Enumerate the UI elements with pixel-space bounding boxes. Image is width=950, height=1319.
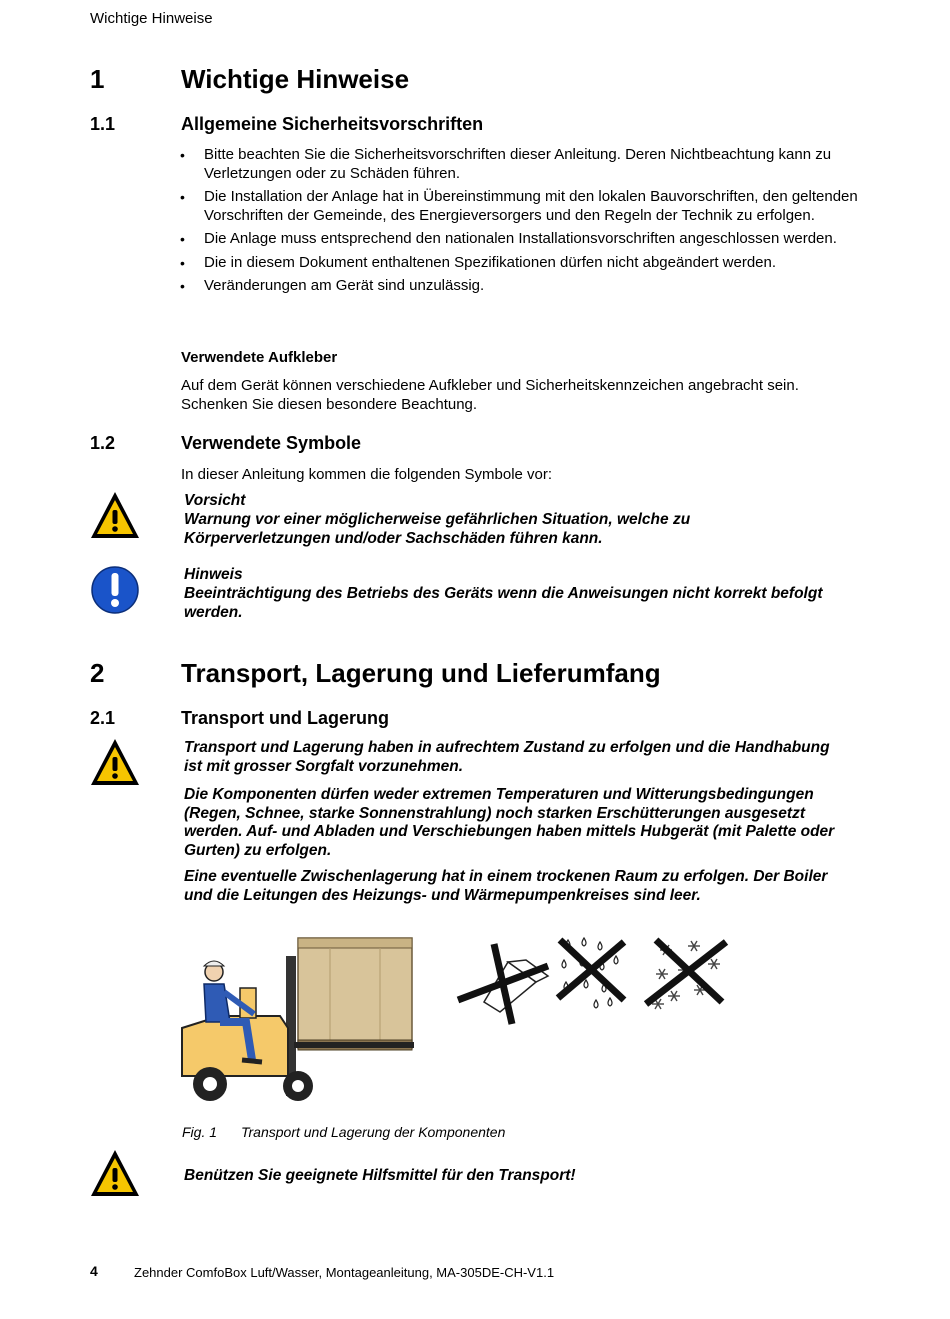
caution-title: Vorsicht <box>184 492 246 509</box>
symbols-intro: In dieser Anleitung kommen die folgenden Symbole vor: <box>181 466 553 483</box>
list-item: • Die Anlage muss entsprechend den nationalen Installationsvorschriften angeschlossen werden. <box>180 230 860 249</box>
footer-text: Zehnder ComfoBox Luft/Wasser, Montageanleitung, MA-305DE-CH-V1.1 <box>134 1265 555 1280</box>
stickers-paragraph: Auf dem Gerät können verschiedene Aufkleber und Sicherheitskennzeichen angebracht sein. Schenken Sie diesen besondere Beachtung. <box>181 377 799 413</box>
section-1-2-title: Verwendete Symbole <box>181 433 362 453</box>
page-number: 4 <box>90 1263 98 1279</box>
caution-text: Warnung vor einer möglicherweise gefährlichen Situation, welche zu Körperverletzungen und/oder Sachschäden führen kann. <box>184 511 691 547</box>
list-item: • Bitte beachten Sie die Sicherheitsvorschriften dieser Anleitung. Deren Nichtbeachtung kann zu Verletzungen oder zu Schäden führen. <box>180 146 860 183</box>
note-text: Beeinträchtigung des Betriebs des Geräts wenn die Anweisungen nicht korrekt befolgt werden. <box>184 585 823 621</box>
safety-bullet-list <box>180 146 860 301</box>
stickers-heading: Verwendete Aufkleber <box>181 349 338 366</box>
info-exclamation-icon <box>89 564 141 616</box>
forklift-illustration <box>180 936 416 1106</box>
warning-triangle-icon <box>89 490 141 542</box>
final-warning-text: Benützen Sie geeignete Hilfsmittel für den Transport! <box>184 1167 576 1184</box>
transport-warning-3: Eine eventuelle Zwischenlagerung hat in einem trockenen Raum zu erfolgen. Der Boiler und die Leitungen des Heizungs- und Wärmepumpenkreises sind leer. <box>184 868 828 904</box>
section-1-1-number: 1.1 <box>90 114 116 134</box>
section-1-title: Wichtige Hinweise <box>181 64 410 94</box>
section-2-title: Transport, Lagerung und Lieferumfang <box>181 658 661 688</box>
list-item: • Die Installation der Anlage hat in Übereinstimmung mit den lokalen Bauvorschriften, den geltenden Vorschriften der Gemeinde, des Energieversorgers und den Regeln der Technik zu erfolgen. <box>180 188 860 225</box>
no-snow-icon <box>644 934 734 1014</box>
no-rain-icon <box>554 934 634 1014</box>
section-2-1-number: 2.1 <box>90 708 116 728</box>
list-item: • Veränderungen am Gerät sind unzulässig. <box>180 277 860 296</box>
list-item: • Die in diesem Dokument enthaltenen Spezifikationen dürfen nicht abgeändert werden. <box>180 254 860 273</box>
figure-label: Fig. 1 <box>182 1124 218 1140</box>
section-1-1-title: Allgemeine Sicherheitsvorschriften <box>181 114 484 134</box>
note-title: Hinweis <box>184 566 243 583</box>
transport-warning-2: Die Komponenten dürfen weder extremen Temperaturen und Witterungsbedingungen (Regen, Schnee, starke Sonnenstrahlung) noch starken Erschütterungen ausgesetzt werden. Auf- und Abladen und Verschiebungen haben mittels Hubgerät (mit Palette oder Gurten) zu erfolgen. <box>184 786 835 859</box>
warning-triangle-icon <box>89 1148 141 1200</box>
section-2-number: 2 <box>90 658 105 688</box>
running-header: Wichtige Hinweise <box>90 10 213 27</box>
section-1-2-number: 1.2 <box>90 433 116 453</box>
transport-warning-1: Transport und Lagerung haben in aufrechtem Zustand zu erfolgen und die Handhabung ist mit grosser Sorgfalt vorzunehmen. <box>184 739 830 775</box>
no-sun-icon <box>456 940 552 1026</box>
section-1-number: 1 <box>90 64 105 94</box>
section-2-1-title: Transport und Lagerung <box>181 708 390 728</box>
warning-triangle-icon <box>89 737 141 789</box>
figure-caption: Transport und Lagerung der Komponenten <box>241 1124 506 1140</box>
